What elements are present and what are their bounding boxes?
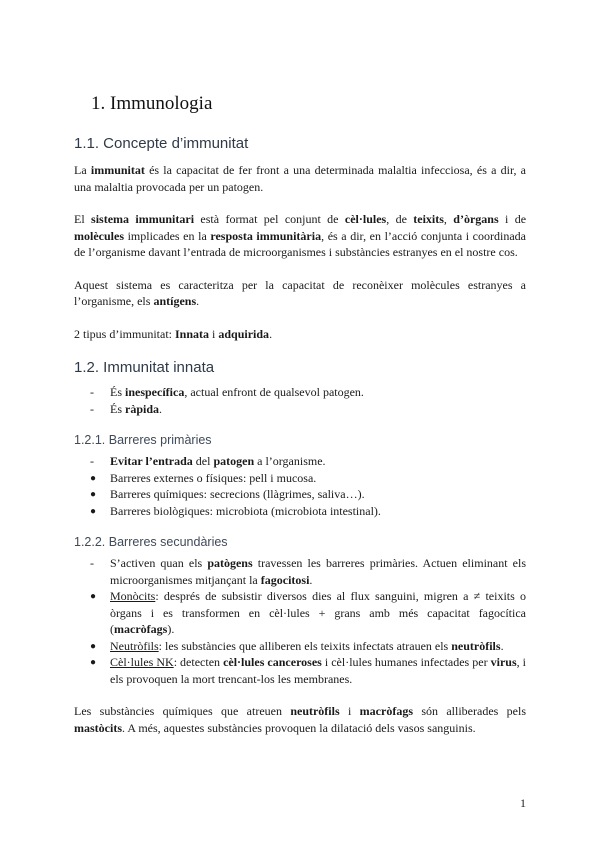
heading-barreres-primaries: 1.2.1. Barreres primàries [74, 433, 212, 447]
bullet-marker: ● [90, 640, 97, 652]
heading-concepte-immunitat: 1.1. Concepte d’immunitat [74, 135, 249, 152]
list-item: ● Barreres químiques: secrecions (llàgrimes, saliva…). [74, 486, 526, 503]
list-item: - S’activen quan els patògens travessen les barreres primàries. Actuen eliminant els microorganismes mitjançant la fagocitosi. [90, 556, 526, 587]
dash-marker: - [90, 385, 94, 399]
list-item: ● Monòcits: després de subsistir diversos dies al flux sanguini, migren a ≠ teixits o òrgans i es transformen en cèl·lules + grans amb més capacitat fagocítica (macròfags). [90, 589, 526, 636]
heading-immunologia: 1. Immunologia [91, 93, 213, 114]
dash-marker: - [90, 556, 94, 570]
bullet-marker: ● [90, 505, 97, 517]
list-item: - És ràpida. [90, 401, 163, 416]
dash-marker: - [90, 401, 94, 416]
heading-barreres-secundaries: 1.2.2. Barreres secundàries [74, 535, 228, 549]
list-item: ● Barreres externes o físiques: pell i mucosa. [74, 470, 526, 487]
list-item: ● Neutròfils: les substàncies que alliberen els teixits infectats atrauen els neutròfils. [74, 638, 526, 655]
page-number: 1 [520, 796, 526, 810]
dash-marker: - [90, 454, 94, 468]
bullet-marker: ● [90, 591, 97, 602]
paragraph-tipus-immunitat: 2 tipus d’immunitat: Innata i adquirida. [74, 326, 273, 341]
page-content [74, 92, 526, 736]
list-barreres-secundaries [74, 555, 526, 687]
list-item: - Evitar l’entrada del patogen a l’organisme. [90, 454, 326, 468]
paragraph-sistema-immunitari: El sistema immunitari està format pel conjunt de cèl·lules, de teixits, d’òrgans i de molècules implicades en la resposta immunitària, és a dir, en l’acció conjunta i coordinada de l’organisme davant l’entrada de microorganismes i substàncies estranyes en el nostre cos. [74, 212, 527, 259]
list-item: ● Barreres biològiques: microbiota (microbiota intestinal). [74, 503, 526, 520]
paragraph-immunitat-definition: La immunitat és la capacitat de fer front a una determinada malaltia infecciosa, és a dir, a una malaltia provocada per un patogen. [74, 163, 527, 194]
list-item: ● Cèl·lules NK: detecten cèl·lules canceroses i cèl·lules humanes infectades per virus, i els provoquen la mort trencant-los les membranes. [90, 655, 526, 686]
heading-immunitat-innata: 1.2. Immunitat innata [74, 359, 215, 376]
bullet-marker: ● [90, 657, 97, 668]
bullet-marker: ● [90, 472, 97, 484]
list-item: - És inespecífica, actual enfront de qualsevol patogen. [90, 385, 364, 399]
paragraph-mastocits: Les substàncies químiques que atreuen neutròfils i macròfags són alliberades pels mastòcits. A més, aquestes substàncies provoquen la dilatació dels vasos sanguinis. [74, 704, 526, 735]
paragraph-antigens: Aquest sistema es caracteritza per la capacitat de reconèixer molècules estranyes a l’organisme, els antígens. [74, 277, 526, 308]
list-barreres-primaries [74, 453, 526, 519]
list-immunitat-innata [74, 384, 526, 417]
bullet-marker: ● [90, 489, 97, 500]
